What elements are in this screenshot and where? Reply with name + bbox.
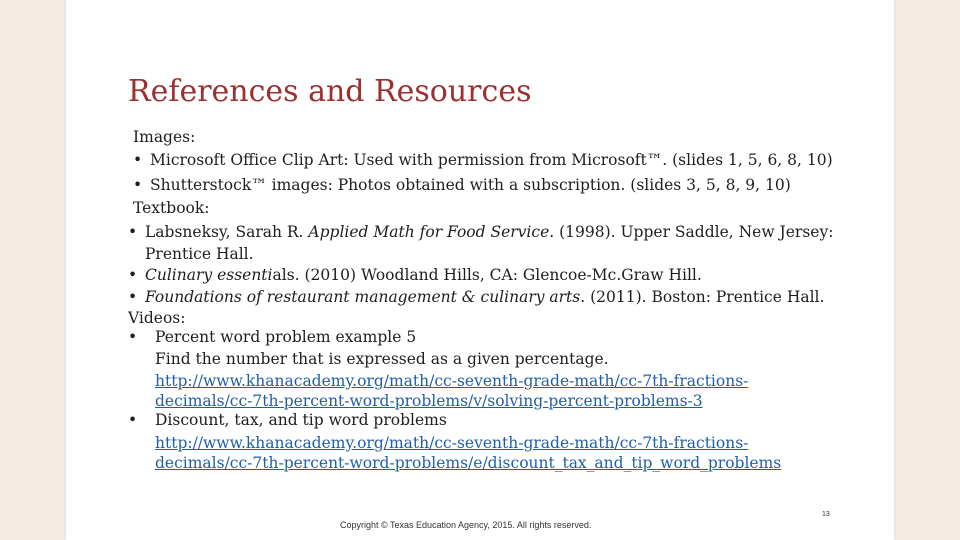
images-heading: Images: [133,128,196,146]
video-item-1-label: Percent word problem example 5 [155,328,417,346]
bullet-icon: • [128,288,138,306]
bullet-icon: • [133,151,143,169]
copyright-footer: Copyright © Texas Education Agency, 2015. All rights reserved. [340,520,592,530]
textbook-heading: Textbook: [133,199,210,217]
videos-heading: Videos: [128,309,186,327]
page-number: 13 [822,511,830,518]
textbook-item-2: Culinary essentials. (2010) Woodland Hills, CA: Glencoe-Mc.Graw Hill. [145,266,702,284]
video-item-2-link[interactable]: http://www.khanacademy.org/math/cc-seventh-grade-math/cc-7th-fractions- [155,434,749,452]
bullet-icon: • [128,266,138,284]
textbook-item-3: Foundations of restaurant management & culinary arts. (2011). Boston: Prentice Hall. [145,288,825,306]
bullet-icon: • [133,176,143,194]
textbook-item-1-cont: Prentice Hall. [145,245,254,263]
images-item-2: Shutterstock™ images: Photos obtained with a subscription. (slides 3, 5, 8, 9, 10) [150,176,791,194]
slide-title: References and Resources [128,74,532,109]
video-item-1-link-cont[interactable]: decimals/cc-7th-percent-word-problems/v/solving-percent-problems-3 [155,392,703,410]
textbook-item-1: Labsneksy, Sarah R. Applied Math for Food Service. (1998). Upper Saddle, New Jersey: [145,223,834,241]
video-item-2-label: Discount, tax, and tip word problems [155,411,447,429]
video-item-2-link-cont[interactable]: decimals/cc-7th-percent-word-problems/e/discount_tax_and_tip_word_problems [155,454,782,472]
images-item-1: Microsoft Office Clip Art: Used with permission from Microsoft™. (slides 1, 5, 6, 8, 10) [150,151,833,169]
bullet-icon: • [128,411,138,429]
bullet-icon: • [128,328,138,346]
video-item-1-desc: Find the number that is expressed as a given percentage. [155,350,609,368]
video-item-1-link[interactable]: http://www.khanacademy.org/math/cc-seventh-grade-math/cc-7th-fractions- [155,372,749,390]
bullet-icon: • [128,223,138,241]
